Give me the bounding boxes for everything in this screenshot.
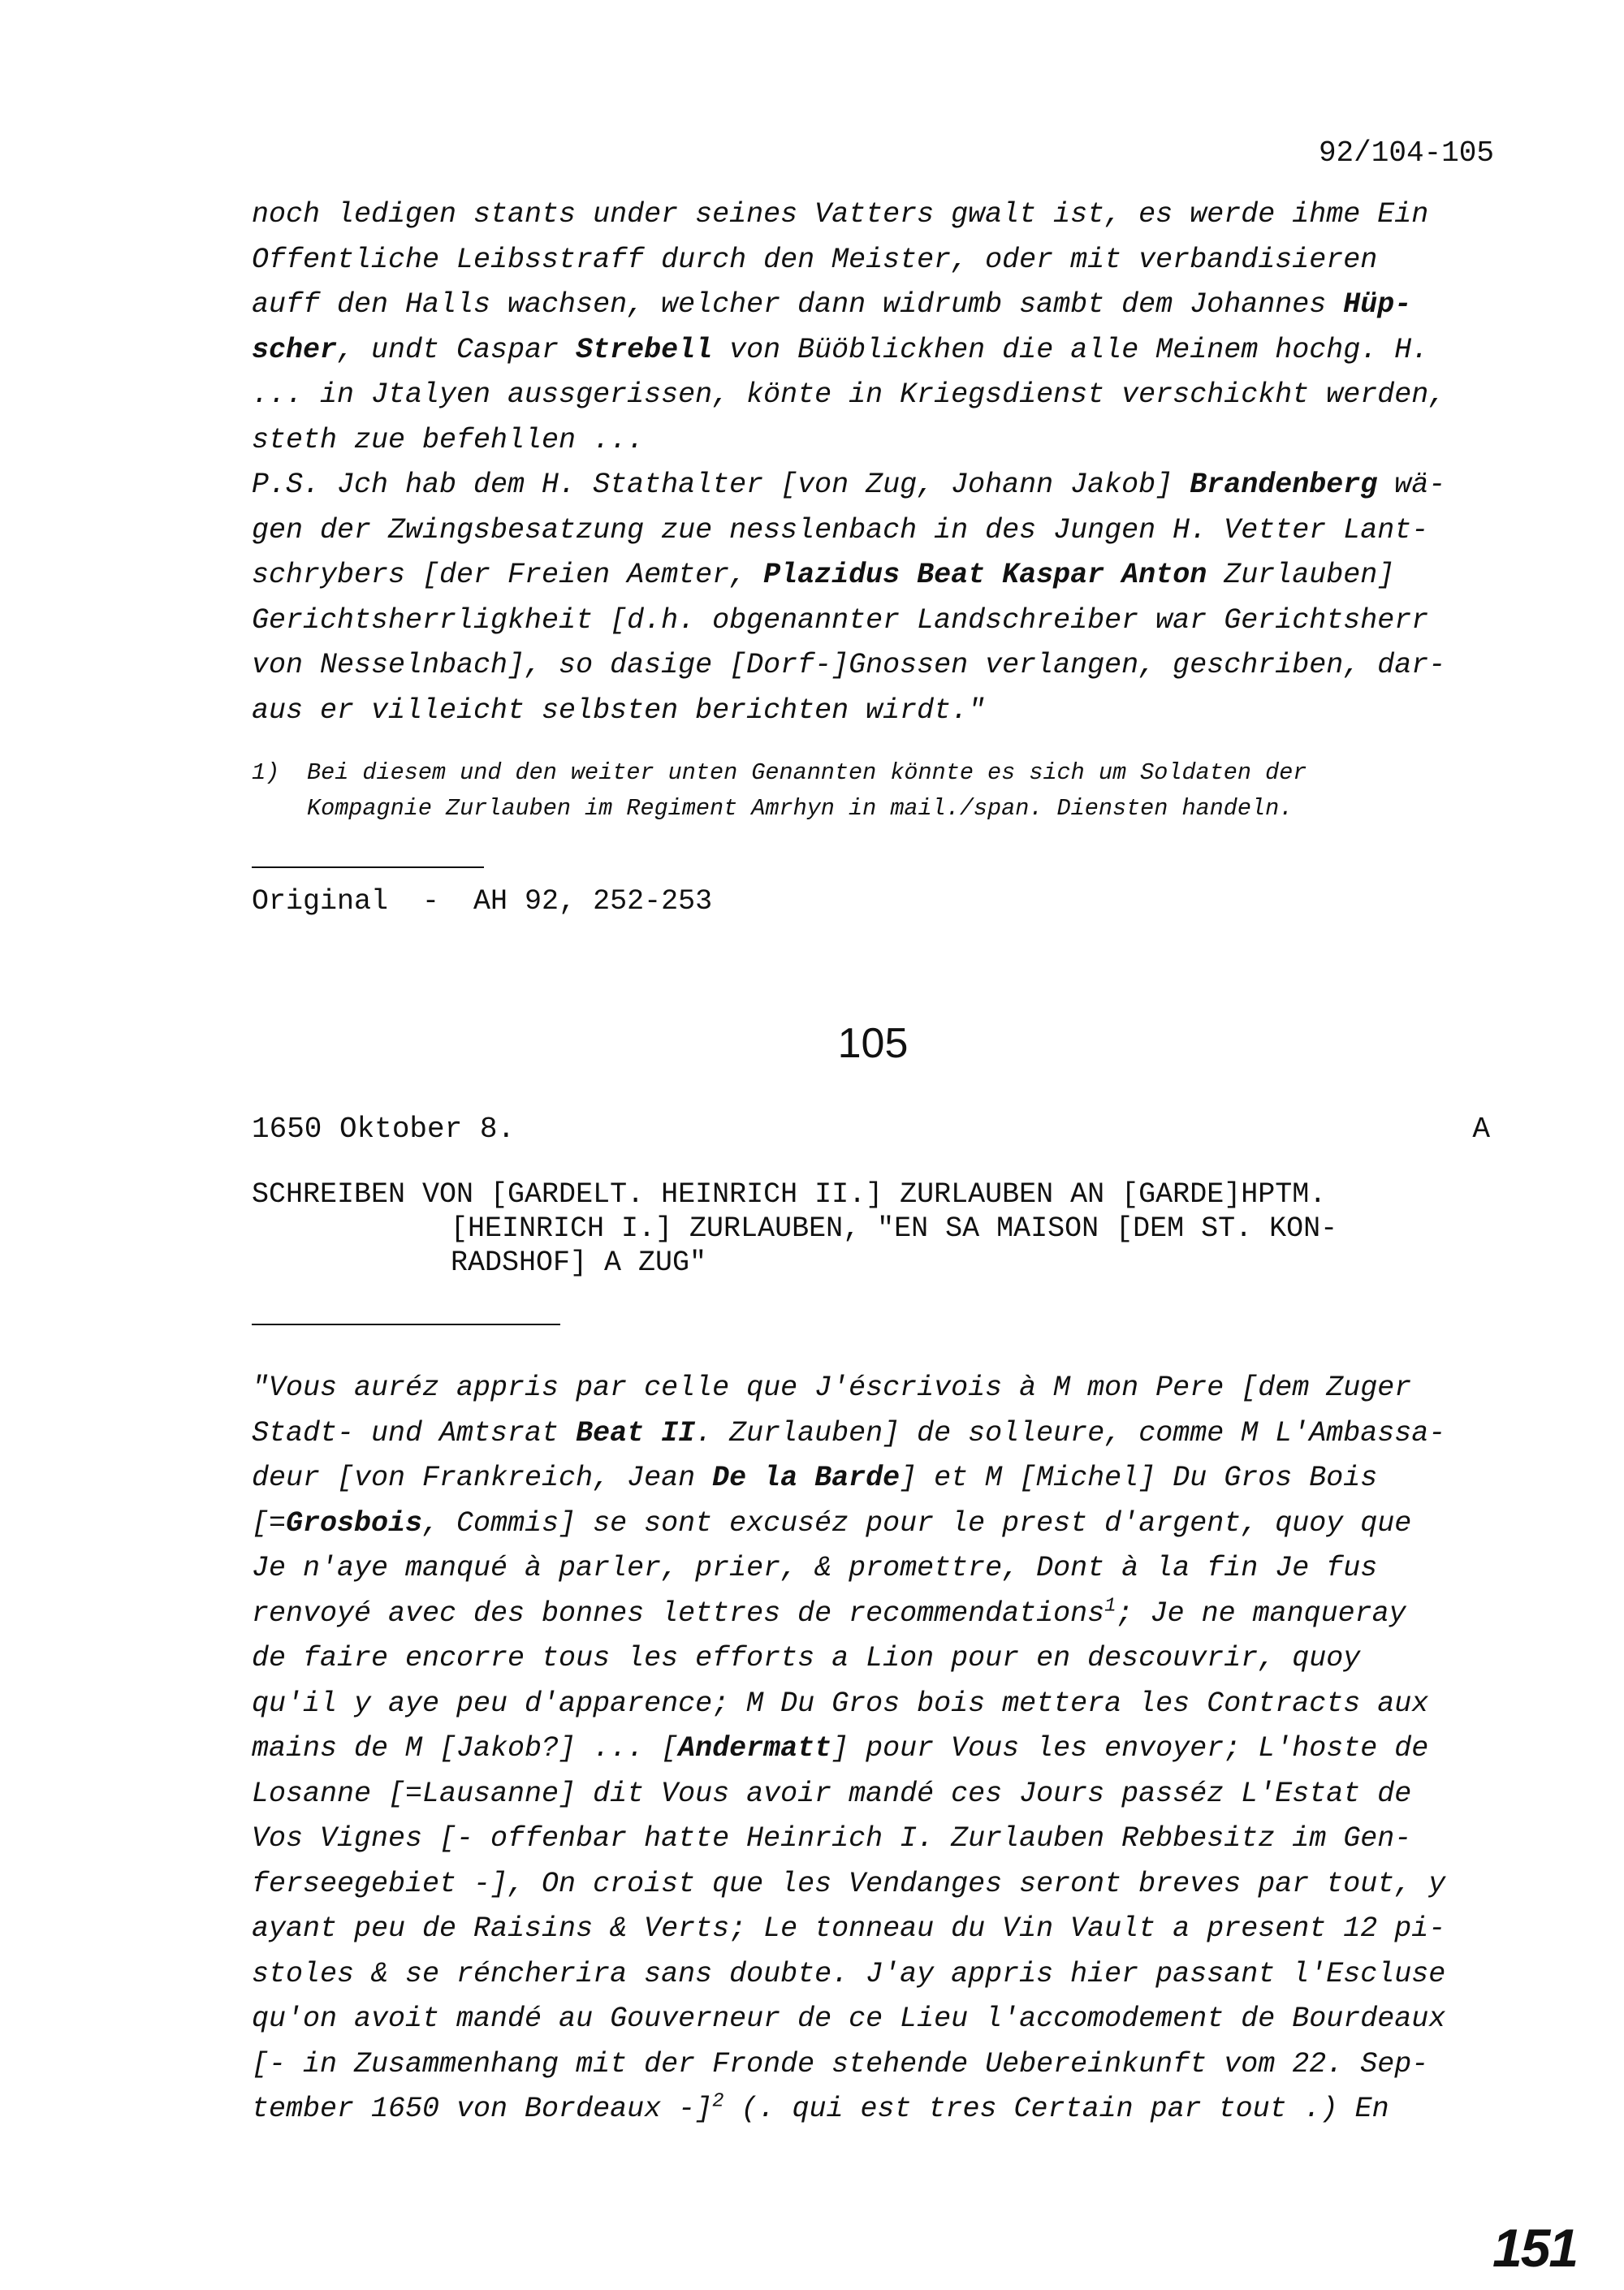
- text-segment: . Zurlauben] de solleure, comme M L'Ambassa-: [695, 1416, 1446, 1450]
- text-segment: Losanne [=Lausanne] dit Vous avoir mandé ces Jours passéz L'Estat de: [252, 1777, 1412, 1810]
- text-line: [252, 689, 1502, 734]
- person-name: Plazidus Beat Kaspar Anton: [763, 559, 1207, 591]
- text-line: [252, 238, 1502, 283]
- text-segment: "Vous auréz appris par celle que J'éscrivois à M mon Pere [dem Zuger: [252, 1372, 1412, 1404]
- text-line: [252, 328, 1502, 374]
- text-line: [252, 1682, 1502, 1727]
- footnote: [252, 755, 1518, 827]
- source-reference: Original - AH 92, 252-253: [252, 885, 713, 918]
- person-name: Brandenberg: [1190, 469, 1378, 501]
- text-segment: tember 1650 von Bordeaux -]: [252, 2093, 713, 2125]
- person-name: Strebell: [576, 333, 713, 366]
- text-segment: schrybers [der Freien Aemter,: [252, 559, 764, 591]
- heading-line: SCHREIBEN VON [GARDELT. HEINRICH II.] ZURLAUBEN AN [GARDE]HPTM.: [252, 1178, 1327, 1211]
- text-segment: Gerichtsherrligkheit [d.h. obgenannter Landschreiber war Gerichtsherr: [252, 603, 1429, 637]
- text-line: [252, 1772, 1502, 1817]
- separator-rule: [252, 1324, 560, 1325]
- footnote-marker: 1: [1104, 1594, 1116, 1617]
- text-segment: stoles & se réncherira sans doubte. J'ay appris hier passant l'Escluse: [252, 1957, 1446, 1990]
- footnote-text: Kompagnie Zurlauben im Regiment Amrhyn in mail./span. Diensten handeln.: [307, 795, 1294, 822]
- footnote-line: [252, 755, 1518, 791]
- document-heading: [252, 1177, 1518, 1280]
- text-line: [252, 1501, 1502, 1547]
- person-name: Andermatt: [678, 1732, 832, 1765]
- document-date: 1650 Oktober 8.: [252, 1113, 516, 1146]
- text-line: [252, 508, 1502, 554]
- text-segment: P.S. Jch hab dem H. Stathalter [von Zug, Johann Jakob]: [252, 469, 1190, 501]
- text-segment: qu'on avoit mandé au Gouverneur de ce Lieu l'accomodement de Bourdeaux: [252, 2003, 1446, 2035]
- text-segment: Zurlauben]: [1207, 559, 1395, 591]
- text-segment: Vos Vignes [- offenbar hatte Heinrich I. Zurlauben Rebbesitz im Gen-: [252, 1822, 1412, 1855]
- text-line: [252, 1636, 1502, 1682]
- person-name: Hüp-: [1343, 288, 1412, 321]
- text-segment: ... in Jtalyen aussgerissen, könte in Kriegsdienst verschickht werden,: [252, 378, 1446, 411]
- text-line: [252, 1997, 1502, 2042]
- text-segment: steth zue befehllen ...: [252, 423, 645, 456]
- text-segment: de faire encorre tous les efforts a Lion pour en descouvrir, quoy: [252, 1642, 1361, 1674]
- text-segment: renvoyé avec des bonnes lettres de recommendations: [252, 1597, 1105, 1630]
- text-segment: (. qui est tres Certain par tout .) En: [723, 2093, 1389, 2125]
- text-line: [252, 373, 1502, 418]
- text-line: [252, 2042, 1502, 2088]
- text-segment: [- in Zusammenhang mit der Fronde stehende Uebereinkunft vom 22. Sep-: [252, 2047, 1429, 2080]
- text-segment: ; Je ne manqueray: [1116, 1597, 1406, 1630]
- text-segment: aus er villeicht selbsten berichten wirdt.": [252, 693, 986, 727]
- letter-text: [252, 1366, 1502, 2132]
- text-line: [252, 1952, 1502, 1998]
- text-segment: gen der Zwingsbesatzung zue nesslenbach in des Jungen H. Vetter Lant-: [252, 513, 1429, 547]
- text-line: [252, 1862, 1502, 1908]
- text-line: [252, 1366, 1502, 1411]
- text-line: [252, 1726, 1502, 1772]
- text-segment: wä-: [1377, 469, 1446, 501]
- text-line: [252, 598, 1502, 644]
- text-line: [252, 418, 1502, 464]
- footnote-line: [252, 791, 1518, 827]
- text-segment: qu'il y aye peu d'apparence; M Du Gros bois mettera les Contracts aux: [252, 1687, 1429, 1720]
- heading-line: RADSHOF] A ZUG": [451, 1247, 707, 1279]
- document-letter-code: A: [1472, 1113, 1490, 1146]
- text-segment: [=: [252, 1506, 287, 1540]
- text-line: [252, 643, 1502, 689]
- text-segment: von Büöblickhen die alle Meinem hochg. H.: [712, 333, 1429, 366]
- text-line: [252, 553, 1502, 598]
- text-segment: ayant peu de Raisins & Verts; Le tonneau du Vin Vault a present 12 pi-: [252, 1912, 1446, 1945]
- text-segment: Offentliche Leibsstraff durch den Meister, oder mit verbandisieren: [252, 243, 1378, 276]
- text-segment: ] et M [Michel] Du Gros Bois: [900, 1462, 1378, 1494]
- text-segment: Je n'aye manqué à parler, prier, & promettre, Dont à la fin Je fus: [252, 1552, 1378, 1584]
- text-segment: , Commis] se sont excuséz pour le prest d'argent, quoy que: [422, 1506, 1412, 1540]
- text-segment: Stadt- und Amtsrat: [252, 1416, 577, 1450]
- text-segment: von Nesselnbach], so dasige [Dorf-]Gnossen verlangen, geschriben, dar-: [252, 649, 1446, 681]
- text-line: [252, 1456, 1502, 1501]
- text-segment: , undt Caspar: [337, 333, 577, 366]
- footnote-number: 1): [252, 759, 280, 786]
- text-line: [252, 1411, 1502, 1457]
- handwritten-page-number: 151: [1492, 2218, 1578, 2278]
- person-name: scher: [252, 333, 338, 366]
- text-segment: ] pour Vous les envoyer; L'hoste de: [831, 1732, 1429, 1765]
- person-name: Grosbois: [286, 1506, 423, 1540]
- document-number: 105: [837, 1020, 909, 1067]
- text-line: [252, 2087, 1502, 2132]
- heading-line: [HEINRICH I.] ZURLAUBEN, "EN SA MAISON [DEM ST. KON-: [451, 1212, 1338, 1245]
- text-line: [252, 283, 1502, 328]
- footnote-text: Bei diesem und den weiter unten Genannten könnte es sich um Soldaten der: [307, 759, 1307, 786]
- text-line: [252, 192, 1502, 238]
- document-reference: 92/104-105: [1318, 136, 1494, 170]
- text-segment: ferseegebiet -], On croist que les Vendanges seront breves par tout, y: [252, 1867, 1446, 1900]
- footnote-marker: 2: [712, 2090, 724, 2113]
- separator-rule: [252, 866, 484, 868]
- text-line: [252, 463, 1502, 508]
- text-line: [252, 1817, 1502, 1862]
- text-line: [252, 1546, 1502, 1592]
- letter-text-continued: [252, 192, 1502, 733]
- text-segment: noch ledigen stants under seines Vatters gwalt ist, es werde ihme Ein: [252, 198, 1429, 231]
- person-name: De la Barde: [712, 1462, 901, 1494]
- text-segment: deur [von Frankreich, Jean: [252, 1462, 713, 1494]
- text-line: [252, 1907, 1502, 1952]
- text-line: [252, 1592, 1502, 1637]
- text-segment: auff den Halls wachsen, welcher dann widrumb sambt dem Johannes: [252, 288, 1344, 321]
- text-segment: mains de M [Jakob?] ... [: [252, 1732, 679, 1765]
- person-name: Beat II: [576, 1416, 696, 1450]
